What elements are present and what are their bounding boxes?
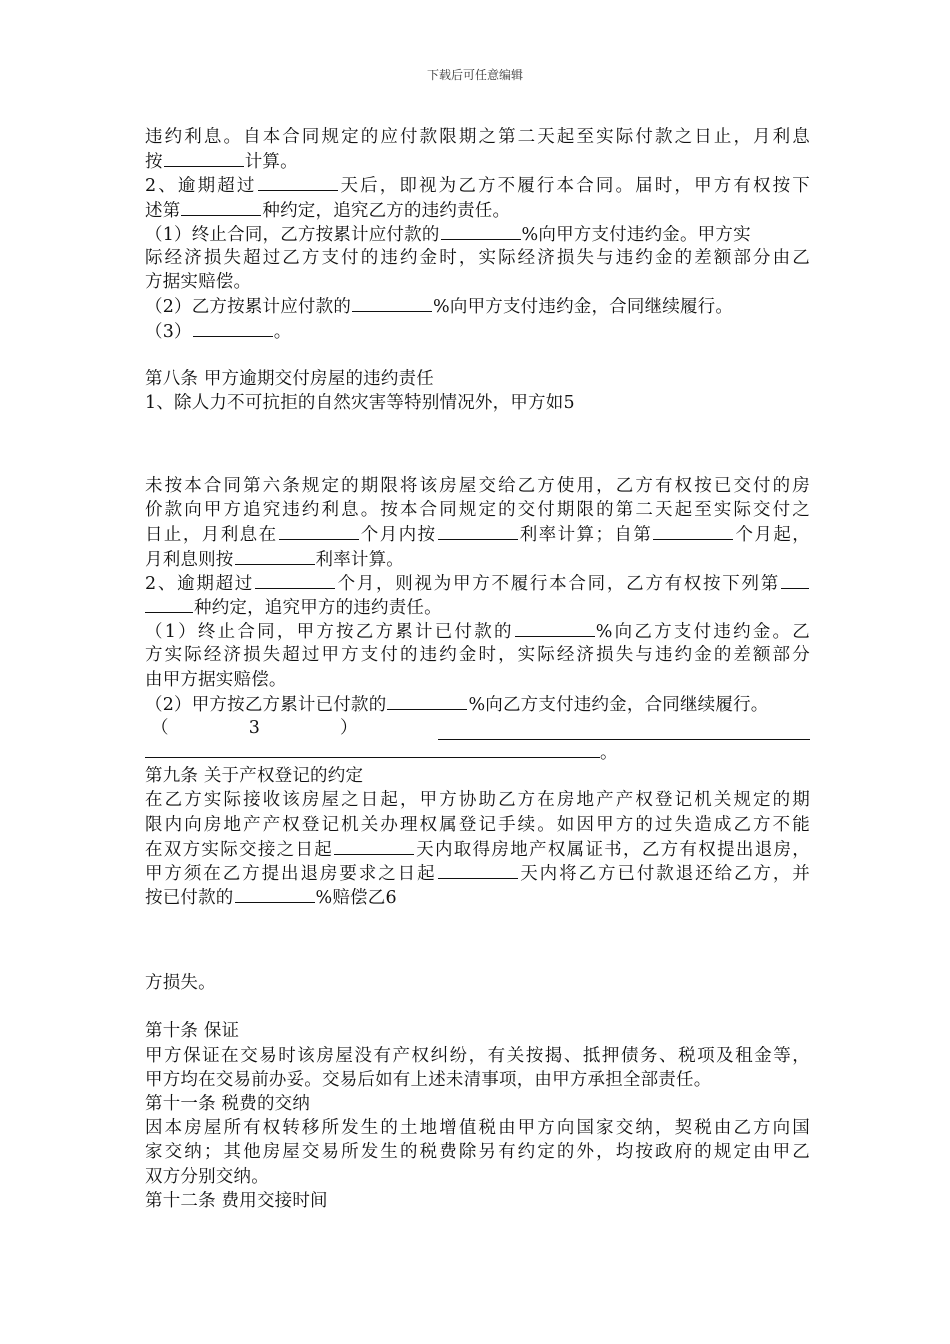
text: ） xyxy=(340,717,358,738)
text: 种约定，追究甲方的违约责任。 xyxy=(194,597,442,618)
text: 述第 xyxy=(145,200,181,221)
text-line: 家交纳；其他房屋交易所发生的税费除另有约定的外，均按政府的规定由甲乙 xyxy=(145,1142,810,1163)
text: 1、除人力不可抗拒的自然灾害等特别情况外，甲方如 xyxy=(145,393,564,414)
fill-blank[interactable] xyxy=(181,198,261,216)
text-line: 方据实赔偿。 xyxy=(145,272,252,293)
text: 按 xyxy=(145,152,163,173)
text: 利率计算。 xyxy=(315,549,404,570)
text-line xyxy=(145,149,810,173)
text-line: 在乙方实际接收该房屋之日起，甲方协助乙方在房地产产权登记机关规定的期 xyxy=(145,790,810,811)
text: 按已付款的 xyxy=(145,888,234,909)
document-block-1 xyxy=(145,125,810,415)
text-line xyxy=(145,619,810,643)
document-block-2 xyxy=(145,474,810,909)
text-line: 际经济损失超过乙方支付的违约金时，实际经济损失与违约金的差额部分由乙 xyxy=(145,247,810,268)
text-line xyxy=(145,522,810,546)
text: 个月起， xyxy=(734,525,810,546)
fill-blank[interactable] xyxy=(438,522,518,540)
article-9-title: 第九条 关于产权登记的约定 xyxy=(145,766,364,787)
text-line xyxy=(145,547,810,571)
text-line: 方实际经济损失超过甲方支付的违约金时，实际经济损失与违约金的差额部分 xyxy=(145,645,810,666)
fill-blank[interactable] xyxy=(145,740,600,758)
fill-blank[interactable] xyxy=(438,861,518,879)
text: （3） xyxy=(145,321,192,342)
text: %向甲方支付违约金。甲方实 xyxy=(521,224,751,245)
text-line xyxy=(145,571,810,595)
text-line xyxy=(145,294,810,318)
fill-blank[interactable] xyxy=(164,149,244,167)
page-number: 5 xyxy=(563,393,575,414)
text-line: 违约利息。自本合同规定的应付款限期之第二天起至实际付款之日止，月利息 xyxy=(145,127,810,147)
text-line xyxy=(145,595,810,619)
text: （ xyxy=(151,717,169,738)
fill-blank[interactable] xyxy=(352,294,432,312)
fill-blank[interactable] xyxy=(515,619,595,637)
article-10-title: 第十条 保证 xyxy=(145,1021,240,1042)
text-line xyxy=(145,173,810,197)
text: 个月，则视为甲方不履行本合同，乙方有权按下列第 xyxy=(336,573,780,594)
fill-blank[interactable] xyxy=(279,522,359,540)
text: %赔偿乙 xyxy=(315,888,386,909)
fill-blank[interactable] xyxy=(145,595,193,613)
fill-blank[interactable] xyxy=(387,692,467,710)
text: 甲方须在乙方提出退房要求之日起 xyxy=(145,864,437,884)
fill-blank[interactable] xyxy=(258,173,338,191)
text-line: 价款向甲方追究违约利息。按本合同规定的交付期限的第二天起至实际交付之 xyxy=(145,500,810,521)
text-line xyxy=(145,740,810,764)
text-line xyxy=(145,198,810,222)
text-line xyxy=(145,885,810,909)
text: 。 xyxy=(273,321,292,342)
text: 2、逾期超过 xyxy=(145,176,257,197)
text-line: 因本房屋所有权转移所发生的土地增值税由甲方向国家交纳，契税由乙方向国 xyxy=(145,1118,810,1139)
fill-blank[interactable] xyxy=(334,837,414,855)
text: 月利息则按 xyxy=(145,549,234,570)
text: 日止，月利息在 xyxy=(145,525,278,546)
document-block-3 xyxy=(145,971,810,1213)
text-line: 甲方均在交易前办妥。交易后如有上述未清事项，由甲方承担全部责任。 xyxy=(145,1069,712,1090)
text-line: 双方分别交纳。 xyxy=(145,1166,269,1187)
text-line: 未按本合同第六条规定的期限将该房屋交给乙方使用，乙方有权按已交付的房 xyxy=(145,476,810,496)
text: （1）终止合同，乙方按累计应付款的 xyxy=(145,224,440,245)
text: %向乙方支付违约金。乙 xyxy=(595,622,811,643)
article-8-title: 第八条 甲方逾期交付房屋的违约责任 xyxy=(145,368,434,389)
text: 种约定，追究乙方的违约责任。 xyxy=(262,200,511,221)
text: 在双方实际交接之日起 xyxy=(145,839,334,860)
fill-blank[interactable] xyxy=(193,319,273,337)
text: 利率计算；自第 xyxy=(518,525,653,546)
article-11-title: 第十一条 税费的交纳 xyxy=(145,1093,311,1114)
text-line xyxy=(145,222,810,246)
text-line xyxy=(145,837,810,861)
text: %向甲方支付违约金，合同继续履行。 xyxy=(433,297,734,318)
fill-blank[interactable] xyxy=(235,885,315,903)
text: %向乙方支付违约金，合同继续履行。 xyxy=(468,694,769,715)
text: （2）甲方按乙方累计已付款的 xyxy=(145,694,387,715)
text-line xyxy=(145,716,810,740)
text-line xyxy=(145,391,810,415)
text: 天内取得房地产权属证书，乙方有权提出退房， xyxy=(415,839,811,860)
fill-blank[interactable] xyxy=(255,571,335,589)
text-line: 由甲方据实赔偿。 xyxy=(145,669,287,690)
text: 计算。 xyxy=(244,152,298,173)
fill-blank[interactable] xyxy=(781,571,809,589)
text-line: 方损失。 xyxy=(145,973,216,993)
text: 天后，即视为乙方不履行本合同。届时，甲方有权按下 xyxy=(338,176,810,197)
fill-blank[interactable] xyxy=(653,522,733,540)
text-line: 甲方保证在交易时该房屋没有产权纠纷，有关按揭、抵押债务、税项及租金等， xyxy=(145,1045,810,1066)
text: 3 xyxy=(248,717,261,738)
page-number: 6 xyxy=(385,888,397,909)
text-line xyxy=(145,319,810,343)
fill-blank[interactable] xyxy=(235,547,315,565)
page-header: 下载后可任意编辑 xyxy=(426,68,523,82)
text: 天内将乙方已付款退还给乙方，并 xyxy=(518,864,810,884)
text: （2）乙方按累计应付款的 xyxy=(145,297,352,318)
text: （1）终止合同，甲方按乙方累计已付款的 xyxy=(145,622,514,643)
fill-blank[interactable] xyxy=(438,722,810,740)
text-line xyxy=(145,861,810,885)
article-12-title: 第十二条 费用交接时间 xyxy=(145,1190,328,1211)
text-line xyxy=(145,692,810,716)
fill-blank[interactable] xyxy=(441,222,521,240)
text-line: 限内向房地产产权登记机关办理权属登记手续。如因甲方的过失造成乙方不能 xyxy=(145,814,810,835)
text: 。 xyxy=(600,743,618,764)
text: 2、逾期超过 xyxy=(145,573,255,594)
text: 个月内按 xyxy=(359,525,437,546)
